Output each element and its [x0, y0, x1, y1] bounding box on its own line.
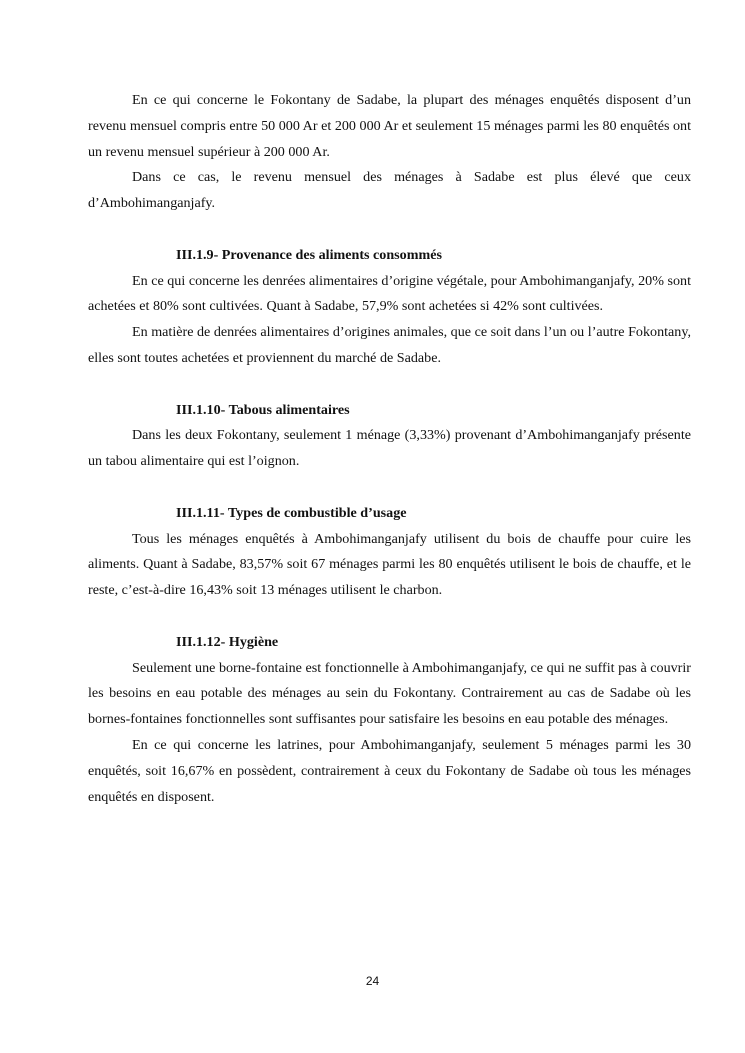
paragraph-latrines: En ce qui concerne les latrines, pour Ambohimanganjafy, seulement 5 ménages parmi les 30 enquêtés, soit 16,67% en possèdent, contrairement à ceux du Fokontany de Sadabe où tous les ménages enquêtés en disposent.	[88, 736, 691, 805]
section-heading-tabous: III.1.10- Tabous alimentaires	[176, 401, 350, 418]
spacer	[88, 217, 691, 243]
section-heading-provenance: III.1.9- Provenance des aliments consommés	[176, 246, 442, 263]
paragraph-revenu-sadabe: En ce qui concerne le Fokontany de Sadabe, la plupart des ménages enquêtés disposent d’un revenu mensuel compris entre 50 000 Ar et 200 000 Ar et seulement 15 ménages parmi les 80 enquêtés ont un revenu mensuel supérieur à 200 000 Ar.	[88, 92, 691, 160]
section-heading-hygiene: III.1.12- Hygiène	[176, 633, 279, 650]
paragraph-aliments-vegetaux: En ce qui concerne les denrées alimentaires d’origine végétale, pour Ambohimanganjafy, 20% sont achetées et 80% sont cultivées. Quant à Sadabe, 57,9% sont achetées si 42% sont cultivées.	[88, 272, 691, 315]
spacer	[88, 475, 691, 501]
document-body	[88, 88, 691, 810]
paragraph-comparaison-revenu: Dans ce cas, le revenu mensuel des ménages à Sadabe est plus élevé que ceux d’Ambohimanganjafy.	[88, 169, 691, 212]
section-heading-combustible: III.1.11- Types de combustible d’usage	[176, 504, 407, 521]
page-number: 24	[365, 974, 380, 988]
paragraph-tabous: Dans les deux Fokontany, seulement 1 ménage (3,33%) provenant d’Ambohimanganjafy présente un tabou alimentaire qui est l’oignon.	[88, 427, 691, 470]
paragraph-aliments-animaux: En matière de denrées alimentaires d’origines animales, que ce soit dans l’un ou l’autre Fokontany, elles sont toutes achetées et proviennent du marché de Sadabe.	[88, 324, 691, 366]
paragraph-combustible: Tous les ménages enquêtés à Ambohimanganjafy utilisent du bois de chauffe pour cuire les aliments. Quant à Sadabe, 83,57% soit 67 ménages parmi les 80 enquêtés utilisent le bois de chauffe, et le reste, c’est-à-dire 16,43% soit 13 ménages utilisent le charbon.	[88, 530, 691, 599]
spacer	[88, 372, 691, 398]
spacer	[88, 604, 691, 630]
paragraph-borne-fontaine: Seulement une borne-fontaine est fonctionnelle à Ambohimanganjafy, ce qui ne suffit pas à couvrir les besoins en eau potable des ménages au sein du Fokontany. Contrairement au cas de Sadabe où les bornes-fontaines fonctionnelles sont suffisantes pour satisfaire les besoins en eau potable des ménages.	[88, 659, 691, 728]
